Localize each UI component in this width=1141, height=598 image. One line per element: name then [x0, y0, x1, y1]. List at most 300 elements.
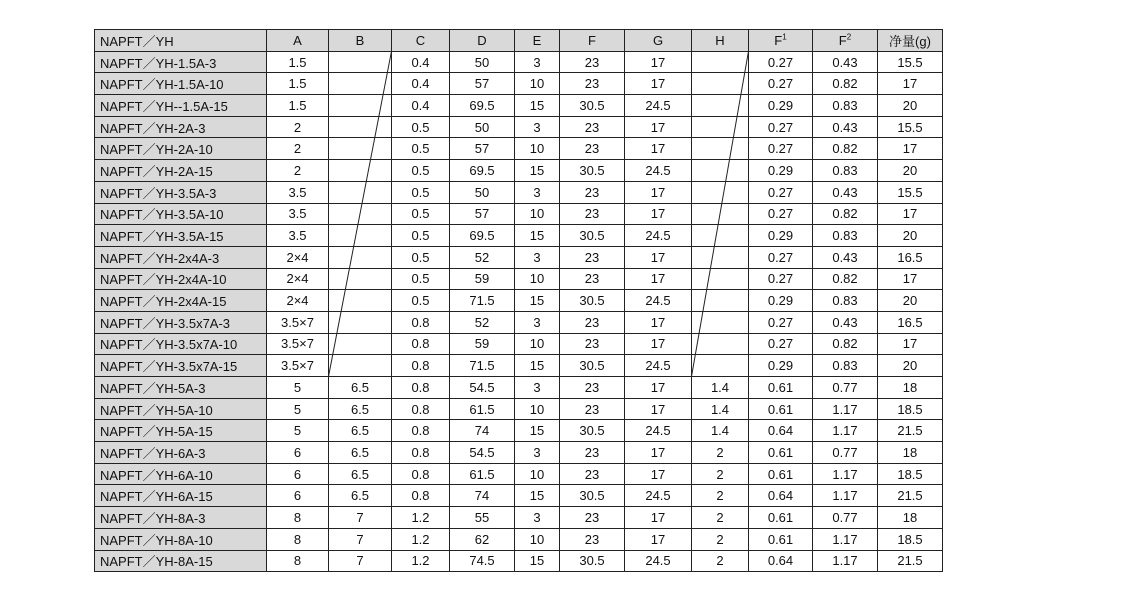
cell-d: 59 — [450, 268, 515, 290]
cell-a: 3.5×7 — [267, 311, 329, 333]
cell-d: 54.5 — [450, 377, 515, 399]
cell-f2: 1.17 — [813, 485, 878, 507]
cell-c: 1.2 — [392, 528, 450, 550]
cell-e: 3 — [515, 116, 560, 138]
cell-f2: 1.17 — [813, 398, 878, 420]
cell-f1: 0.61 — [749, 442, 813, 464]
cell-e: 10 — [515, 138, 560, 160]
cell-f2: 0.43 — [813, 116, 878, 138]
cell-f2: 0.43 — [813, 51, 878, 73]
cell-e: 3 — [515, 181, 560, 203]
cell-d: 74 — [450, 485, 515, 507]
cell-b: 6.5 — [329, 442, 392, 464]
header-f: F — [560, 30, 625, 52]
cell-f: 23 — [560, 51, 625, 73]
cell-c: 0.8 — [392, 398, 450, 420]
cell-b — [329, 203, 392, 225]
cell-f1: 0.27 — [749, 203, 813, 225]
spec-table — [94, 29, 943, 572]
table-row — [95, 333, 943, 355]
cell-model: NAPFT／YH-2A-3 — [95, 116, 267, 138]
cell-b — [329, 51, 392, 73]
cell-f: 23 — [560, 73, 625, 95]
cell-f: 23 — [560, 333, 625, 355]
cell-model: NAPFT／YH-1.5A-3 — [95, 51, 267, 73]
cell-h — [692, 225, 749, 247]
cell-a: 3.5 — [267, 225, 329, 247]
cell-d: 74 — [450, 420, 515, 442]
cell-f1: 0.27 — [749, 333, 813, 355]
cell-f2: 1.17 — [813, 550, 878, 572]
cell-g: 24.5 — [625, 355, 692, 377]
cell-c: 0.5 — [392, 246, 450, 268]
cell-f1: 0.27 — [749, 181, 813, 203]
cell-f: 23 — [560, 203, 625, 225]
cell-c: 1.2 — [392, 550, 450, 572]
cell-model: NAPFT／YH--1.5A-15 — [95, 95, 267, 117]
cell-weight: 16.5 — [878, 311, 943, 333]
cell-a: 2 — [267, 160, 329, 182]
cell-e: 15 — [515, 420, 560, 442]
cell-e: 10 — [515, 463, 560, 485]
cell-d: 52 — [450, 246, 515, 268]
cell-e: 3 — [515, 507, 560, 529]
table-row — [95, 507, 943, 529]
table-row — [95, 138, 943, 160]
cell-e: 3 — [515, 51, 560, 73]
cell-f2: 0.43 — [813, 181, 878, 203]
cell-d: 74.5 — [450, 550, 515, 572]
cell-model: NAPFT／YH-2A-15 — [95, 160, 267, 182]
cell-e: 10 — [515, 398, 560, 420]
cell-f1: 0.64 — [749, 550, 813, 572]
cell-e: 10 — [515, 268, 560, 290]
cell-model: NAPFT／YH-1.5A-10 — [95, 73, 267, 95]
cell-f1: 0.29 — [749, 355, 813, 377]
cell-g: 24.5 — [625, 95, 692, 117]
header-h: H — [692, 30, 749, 52]
cell-f1: 0.27 — [749, 268, 813, 290]
cell-a: 5 — [267, 377, 329, 399]
cell-e: 15 — [515, 95, 560, 117]
cell-b — [329, 160, 392, 182]
cell-e: 15 — [515, 355, 560, 377]
cell-d: 69.5 — [450, 160, 515, 182]
cell-f: 23 — [560, 507, 625, 529]
cell-h: 1.4 — [692, 420, 749, 442]
cell-c: 0.4 — [392, 73, 450, 95]
header-f2 — [813, 30, 878, 52]
cell-a: 5 — [267, 398, 329, 420]
header-row — [95, 30, 943, 52]
cell-h — [692, 138, 749, 160]
table-row — [95, 550, 943, 572]
cell-f: 23 — [560, 398, 625, 420]
table-body — [95, 51, 943, 572]
cell-c: 0.5 — [392, 138, 450, 160]
cell-h — [692, 95, 749, 117]
cell-f1: 0.64 — [749, 485, 813, 507]
table-row — [95, 463, 943, 485]
cell-c: 0.8 — [392, 355, 450, 377]
cell-g: 17 — [625, 442, 692, 464]
cell-model: NAPFT／YH-5A-15 — [95, 420, 267, 442]
cell-c: 0.5 — [392, 116, 450, 138]
header-f2-sup: 2 — [846, 32, 852, 42]
table-row — [95, 225, 943, 247]
cell-b: 6.5 — [329, 463, 392, 485]
cell-h: 2 — [692, 550, 749, 572]
cell-g: 24.5 — [625, 420, 692, 442]
cell-e: 3 — [515, 246, 560, 268]
cell-c: 0.8 — [392, 377, 450, 399]
cell-a: 8 — [267, 528, 329, 550]
cell-f2: 1.17 — [813, 528, 878, 550]
cell-model: NAPFT／YH-2x4A-15 — [95, 290, 267, 312]
cell-a: 3.5 — [267, 203, 329, 225]
cell-model: NAPFT／YH-3.5A-3 — [95, 181, 267, 203]
cell-model: NAPFT／YH-8A-10 — [95, 528, 267, 550]
cell-f2: 0.77 — [813, 507, 878, 529]
cell-c: 0.5 — [392, 181, 450, 203]
cell-g: 24.5 — [625, 160, 692, 182]
cell-g: 17 — [625, 333, 692, 355]
cell-weight: 15.5 — [878, 51, 943, 73]
cell-weight: 15.5 — [878, 116, 943, 138]
cell-d: 57 — [450, 203, 515, 225]
cell-e: 10 — [515, 333, 560, 355]
cell-f: 23 — [560, 268, 625, 290]
cell-g: 17 — [625, 311, 692, 333]
cell-g: 17 — [625, 377, 692, 399]
cell-d: 71.5 — [450, 355, 515, 377]
cell-e: 15 — [515, 290, 560, 312]
table-row — [95, 485, 943, 507]
cell-f: 23 — [560, 442, 625, 464]
cell-g: 17 — [625, 203, 692, 225]
cell-f: 23 — [560, 246, 625, 268]
cell-g: 17 — [625, 398, 692, 420]
cell-a: 3.5 — [267, 181, 329, 203]
cell-f1: 0.27 — [749, 138, 813, 160]
cell-e: 10 — [515, 73, 560, 95]
cell-h — [692, 290, 749, 312]
cell-weight: 17 — [878, 73, 943, 95]
cell-model: NAPFT／YH-8A-15 — [95, 550, 267, 572]
table-row — [95, 203, 943, 225]
cell-c: 0.5 — [392, 203, 450, 225]
cell-weight: 18 — [878, 507, 943, 529]
cell-h: 2 — [692, 485, 749, 507]
cell-g: 17 — [625, 138, 692, 160]
header-f1-base: F — [774, 32, 783, 48]
cell-f: 30.5 — [560, 95, 625, 117]
cell-weight: 21.5 — [878, 550, 943, 572]
cell-b — [329, 73, 392, 95]
cell-model: NAPFT／YH-8A-3 — [95, 507, 267, 529]
cell-g: 17 — [625, 246, 692, 268]
table-row — [95, 290, 943, 312]
cell-g: 17 — [625, 51, 692, 73]
cell-h — [692, 116, 749, 138]
cell-h — [692, 268, 749, 290]
cell-f: 30.5 — [560, 420, 625, 442]
cell-f2: 0.82 — [813, 203, 878, 225]
cell-g: 24.5 — [625, 290, 692, 312]
cell-model: NAPFT／YH-2x4A-10 — [95, 268, 267, 290]
cell-weight: 21.5 — [878, 485, 943, 507]
cell-d: 57 — [450, 138, 515, 160]
cell-g: 17 — [625, 73, 692, 95]
cell-d: 54.5 — [450, 442, 515, 464]
cell-h: 1.4 — [692, 398, 749, 420]
cell-weight: 18.5 — [878, 528, 943, 550]
cell-d: 69.5 — [450, 225, 515, 247]
cell-g: 24.5 — [625, 225, 692, 247]
cell-model: NAPFT／YH-3.5A-15 — [95, 225, 267, 247]
cell-h — [692, 333, 749, 355]
cell-f1: 0.27 — [749, 246, 813, 268]
cell-e: 15 — [515, 225, 560, 247]
cell-h: 2 — [692, 463, 749, 485]
table-row — [95, 246, 943, 268]
cell-weight: 20 — [878, 290, 943, 312]
cell-model: NAPFT／YH-5A-3 — [95, 377, 267, 399]
cell-f1: 0.29 — [749, 225, 813, 247]
cell-f: 23 — [560, 311, 625, 333]
cell-b: 6.5 — [329, 420, 392, 442]
cell-f: 30.5 — [560, 485, 625, 507]
table-row — [95, 268, 943, 290]
cell-weight: 18.5 — [878, 398, 943, 420]
cell-c: 0.8 — [392, 463, 450, 485]
cell-weight: 20 — [878, 95, 943, 117]
cell-b — [329, 333, 392, 355]
cell-e: 15 — [515, 160, 560, 182]
cell-e: 3 — [515, 377, 560, 399]
cell-g: 17 — [625, 268, 692, 290]
cell-d: 57 — [450, 73, 515, 95]
cell-c: 0.4 — [392, 95, 450, 117]
header-d: D — [450, 30, 515, 52]
cell-b — [329, 268, 392, 290]
cell-c: 0.4 — [392, 51, 450, 73]
header-model: NAPFT／YH — [95, 30, 267, 52]
cell-b: 7 — [329, 528, 392, 550]
cell-weight: 18.5 — [878, 463, 943, 485]
cell-d: 52 — [450, 311, 515, 333]
cell-a: 3.5×7 — [267, 355, 329, 377]
cell-g: 17 — [625, 528, 692, 550]
cell-model: NAPFT／YH-3.5x7A-15 — [95, 355, 267, 377]
cell-model: NAPFT／YH-2x4A-3 — [95, 246, 267, 268]
cell-f: 23 — [560, 463, 625, 485]
cell-model: NAPFT／YH-3.5x7A-10 — [95, 333, 267, 355]
cell-c: 1.2 — [392, 507, 450, 529]
cell-f1: 0.61 — [749, 528, 813, 550]
cell-d: 61.5 — [450, 463, 515, 485]
cell-d: 50 — [450, 116, 515, 138]
cell-e: 10 — [515, 203, 560, 225]
cell-a: 3.5×7 — [267, 333, 329, 355]
cell-f1: 0.29 — [749, 95, 813, 117]
header-a: A — [267, 30, 329, 52]
cell-e: 10 — [515, 528, 560, 550]
header-f1 — [749, 30, 813, 52]
cell-weight: 18 — [878, 442, 943, 464]
cell-d: 69.5 — [450, 95, 515, 117]
table-row — [95, 95, 943, 117]
cell-g: 24.5 — [625, 485, 692, 507]
cell-b: 6.5 — [329, 377, 392, 399]
cell-f2: 0.43 — [813, 311, 878, 333]
table-row — [95, 442, 943, 464]
cell-e: 15 — [515, 485, 560, 507]
cell-f2: 0.43 — [813, 246, 878, 268]
cell-model: NAPFT／YH-3.5A-10 — [95, 203, 267, 225]
cell-f1: 0.27 — [749, 116, 813, 138]
table-row — [95, 311, 943, 333]
cell-f2: 0.77 — [813, 442, 878, 464]
cell-c: 0.5 — [392, 290, 450, 312]
cell-a: 1.5 — [267, 73, 329, 95]
cell-f1: 0.61 — [749, 398, 813, 420]
cell-b — [329, 246, 392, 268]
cell-f2: 0.82 — [813, 138, 878, 160]
cell-a: 1.5 — [267, 51, 329, 73]
cell-h: 1.4 — [692, 377, 749, 399]
cell-b — [329, 95, 392, 117]
cell-b — [329, 290, 392, 312]
cell-a: 2×4 — [267, 290, 329, 312]
cell-a: 6 — [267, 463, 329, 485]
cell-b — [329, 311, 392, 333]
cell-f2: 0.83 — [813, 225, 878, 247]
cell-weight: 20 — [878, 355, 943, 377]
cell-f2: 0.82 — [813, 268, 878, 290]
cell-model: NAPFT／YH-2A-10 — [95, 138, 267, 160]
table-row — [95, 73, 943, 95]
cell-b — [329, 116, 392, 138]
cell-b — [329, 225, 392, 247]
table-row — [95, 420, 943, 442]
cell-h — [692, 203, 749, 225]
cell-weight: 16.5 — [878, 246, 943, 268]
cell-c: 0.8 — [392, 485, 450, 507]
cell-model: NAPFT／YH-6A-3 — [95, 442, 267, 464]
cell-f1: 0.29 — [749, 160, 813, 182]
cell-h — [692, 355, 749, 377]
table-row — [95, 51, 943, 73]
cell-f: 23 — [560, 181, 625, 203]
cell-d: 50 — [450, 181, 515, 203]
cell-weight: 15.5 — [878, 181, 943, 203]
cell-f1: 0.27 — [749, 311, 813, 333]
cell-g: 24.5 — [625, 550, 692, 572]
cell-a: 2×4 — [267, 268, 329, 290]
cell-f1: 0.61 — [749, 377, 813, 399]
header-b: B — [329, 30, 392, 52]
cell-d: 59 — [450, 333, 515, 355]
table-row — [95, 160, 943, 182]
cell-h — [692, 246, 749, 268]
cell-f: 30.5 — [560, 160, 625, 182]
cell-g: 17 — [625, 181, 692, 203]
cell-b — [329, 355, 392, 377]
cell-h — [692, 311, 749, 333]
cell-f2: 0.83 — [813, 290, 878, 312]
cell-h: 2 — [692, 442, 749, 464]
cell-a: 1.5 — [267, 95, 329, 117]
cell-f: 30.5 — [560, 225, 625, 247]
cell-f2: 0.82 — [813, 333, 878, 355]
cell-weight: 20 — [878, 225, 943, 247]
cell-g: 17 — [625, 116, 692, 138]
cell-f2: 0.83 — [813, 160, 878, 182]
cell-weight: 17 — [878, 333, 943, 355]
cell-g: 17 — [625, 507, 692, 529]
cell-weight: 21.5 — [878, 420, 943, 442]
cell-a: 8 — [267, 507, 329, 529]
cell-weight: 17 — [878, 203, 943, 225]
cell-c: 0.8 — [392, 311, 450, 333]
cell-f2: 0.77 — [813, 377, 878, 399]
cell-weight: 17 — [878, 268, 943, 290]
cell-c: 0.8 — [392, 442, 450, 464]
cell-a: 6 — [267, 442, 329, 464]
cell-a: 6 — [267, 485, 329, 507]
cell-d: 50 — [450, 51, 515, 73]
cell-h — [692, 160, 749, 182]
header-g: G — [625, 30, 692, 52]
header-c: C — [392, 30, 450, 52]
header-f1-sup: 1 — [782, 32, 787, 42]
cell-f: 30.5 — [560, 550, 625, 572]
cell-f1: 0.27 — [749, 51, 813, 73]
table-row — [95, 116, 943, 138]
cell-b: 7 — [329, 550, 392, 572]
cell-h — [692, 181, 749, 203]
cell-f2: 1.17 — [813, 463, 878, 485]
cell-f2: 0.83 — [813, 355, 878, 377]
cell-c: 0.5 — [392, 268, 450, 290]
cell-weight: 17 — [878, 138, 943, 160]
cell-f2: 0.82 — [813, 73, 878, 95]
cell-h: 2 — [692, 528, 749, 550]
cell-c: 0.5 — [392, 225, 450, 247]
cell-c: 0.8 — [392, 333, 450, 355]
header-f2-base: F — [838, 32, 847, 48]
cell-f: 23 — [560, 116, 625, 138]
cell-a: 5 — [267, 420, 329, 442]
cell-f1: 0.61 — [749, 507, 813, 529]
table-row — [95, 377, 943, 399]
cell-f: 23 — [560, 138, 625, 160]
cell-f: 23 — [560, 377, 625, 399]
cell-model: NAPFT／YH-6A-15 — [95, 485, 267, 507]
cell-b: 6.5 — [329, 398, 392, 420]
cell-f1: 0.29 — [749, 290, 813, 312]
cell-f1: 0.27 — [749, 73, 813, 95]
cell-c: 0.8 — [392, 420, 450, 442]
header-weight: 净量(g) — [878, 30, 943, 52]
cell-b — [329, 138, 392, 160]
table-row — [95, 355, 943, 377]
cell-h — [692, 73, 749, 95]
cell-e: 15 — [515, 550, 560, 572]
cell-b: 7 — [329, 507, 392, 529]
cell-f2: 1.17 — [813, 420, 878, 442]
